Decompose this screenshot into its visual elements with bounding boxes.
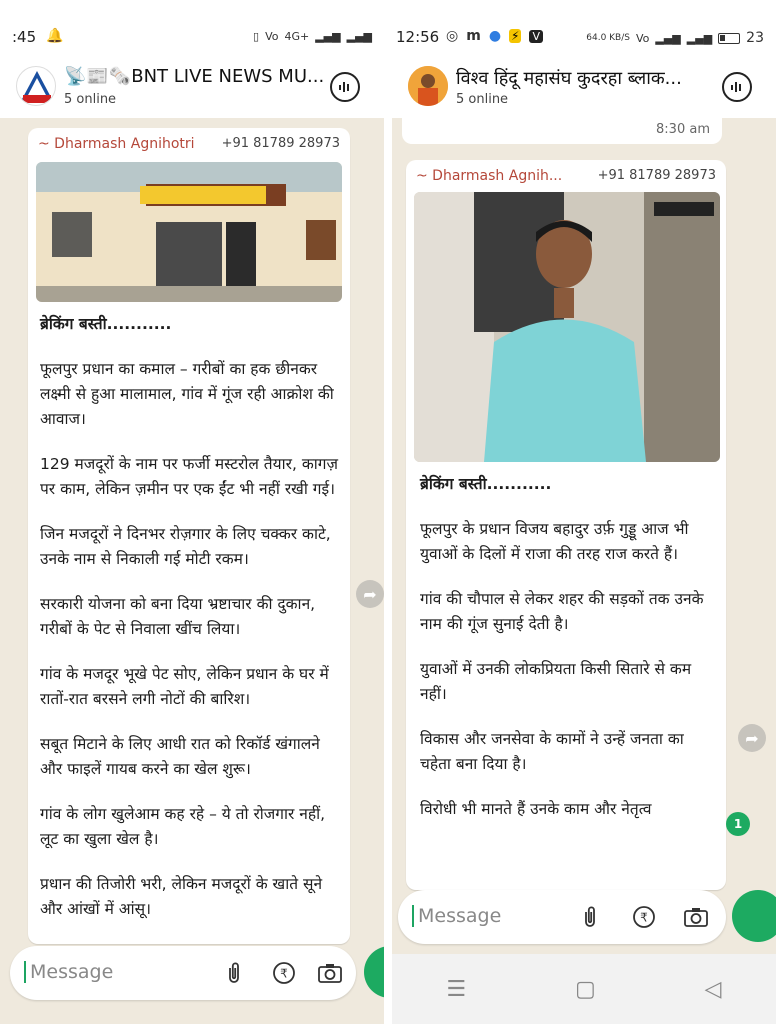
unread-badge[interactable]: 1: [726, 812, 750, 836]
mic-button[interactable]: [732, 890, 776, 942]
group-title[interactable]: विश्व हिंदू महासंघ कुदरहा ब्लाक...: [456, 68, 682, 89]
message-composer[interactable]: [10, 946, 356, 1000]
recent-apps-icon[interactable]: ☰: [446, 976, 467, 1002]
group-call-icon[interactable]: [722, 72, 752, 102]
message-paragraph: जिन मजदूरों ने दिनभर रोज़गार के लिए चक्कर काटे, उनके नाम से निकाली गई मोटी रकम।: [40, 525, 331, 568]
message-bubble[interactable]: [28, 128, 350, 944]
sender-name[interactable]: ~ Dharmash Agnih...: [416, 168, 563, 184]
group-avatar[interactable]: [16, 66, 56, 106]
bnt-logo-icon: [17, 67, 56, 106]
message-timestamp: 8:30 am: [656, 122, 710, 137]
message-paragraph: युवाओं में उनकी लोकप्रियता किसी सितारे से कम नहीं।: [420, 660, 692, 703]
message-paragraph: फूलपुर प्रधान का कमाल – गरीबों का हक छीनकर लक्ष्मी से हुआ मालामाल, गांव में गूंज रही आक्रोश की आवाज।: [40, 360, 334, 428]
left-chat-screenshot: [0, 0, 384, 1024]
message-text: [40, 312, 340, 942]
signal-icon: ▂▄▆: [315, 30, 341, 43]
message-paragraph: विकास और जनसेवा के कामों ने उन्हें जनता का चहेता बना दिया है।: [420, 730, 684, 773]
right-chat-screenshot: [392, 0, 776, 1024]
message-paragraph: विरोधी भी मानते हैं उनके काम और नेतृत्व: [420, 800, 652, 818]
message-image[interactable]: [36, 162, 342, 302]
message-composer[interactable]: [398, 890, 726, 944]
status-time: 12:56: [396, 28, 440, 46]
message-paragraph: प्रधान की तिजोरी भरी, लेकिन मजदूरों के खाते सूने और आंखों में आंसू।: [40, 875, 323, 918]
notification-bell-icon: 🔔: [46, 28, 64, 44]
portrait-photo: [414, 192, 720, 462]
message-input[interactable]: Message: [412, 905, 501, 927]
volte-icon: Vo: [265, 30, 279, 43]
app-icon: ●: [488, 28, 502, 44]
battery-level: 23: [746, 30, 764, 46]
forward-icon[interactable]: ➦: [738, 724, 766, 752]
message-paragraph: गांव के लोग खुलेआम कह रहे – ये तो रोजगार नहीं, लूट का खुला खेल है।: [40, 805, 326, 848]
sender-phone: +91 81789 28973: [221, 136, 340, 151]
group-title[interactable]: 📡📰🗞️BNT LIVE NEWS MU...: [64, 66, 324, 87]
chat-header[interactable]: [0, 58, 384, 118]
battery-icon: [718, 33, 740, 44]
message-paragraph: सबूत मिटाने के लिए आधी रात को रिकॉर्ड खंगालने और फाइलें गायब करने का खेल शुरू।: [40, 735, 320, 778]
message-headline: ब्रेकिंग बस्ती...........: [420, 475, 552, 493]
camera-icon[interactable]: [684, 905, 708, 929]
signal-icon: ▂▄▆: [655, 31, 681, 45]
sender-phone: +91 81789 28973: [597, 168, 716, 183]
home-icon[interactable]: ▢: [575, 976, 596, 1002]
v-app-icon: V: [529, 30, 543, 43]
signal-2-icon: ▂▄▆: [686, 31, 713, 45]
message-paragraph: 129 मजदूरों के नाम पर फर्जी मस्टरोल तैयार, कागज़ पर काम, लेकिन ज़मीन पर एक ईंट भी नहीं रखी गई।: [40, 455, 338, 498]
notification-icons: [446, 28, 543, 44]
whatsapp-icon: ◎: [446, 28, 459, 44]
paperclip-icon[interactable]: [578, 905, 602, 929]
status-indicators: [253, 30, 372, 43]
status-bar: [0, 0, 384, 62]
message-text: [420, 472, 716, 842]
office-building-image: [36, 162, 342, 302]
group-avatar[interactable]: [408, 66, 448, 106]
forward-icon[interactable]: ➦: [356, 580, 384, 608]
message-paragraph: गांव की चौपाल से लेकर शहर की सड़कों तक उनके नाम की गूंज सुनाई देती है।: [420, 590, 704, 633]
gmail-icon: m: [466, 28, 481, 44]
message-headline: ब्रेकिंग बस्ती...........: [40, 315, 172, 333]
online-count: 5 online: [64, 92, 117, 107]
vibrate-icon: ▯: [253, 30, 260, 43]
network-4g-icon: 4G+: [284, 30, 310, 43]
volte-icon: Vo: [635, 31, 650, 45]
status-indicators: [586, 30, 764, 46]
rupee-icon[interactable]: [272, 961, 296, 985]
back-icon[interactable]: ◁: [704, 976, 722, 1002]
group-call-icon[interactable]: [330, 72, 360, 102]
message-paragraph: सरकारी योजना को बना दिया भ्रष्टाचार की दुकान, गरीबों के पेट से निवाला खींच लिया।: [40, 595, 316, 638]
message-bubble[interactable]: [406, 160, 726, 890]
message-paragraph: गांव के मजदूर भूखे पेट सोए, लेकिन प्रधान के घर में रातों-रात बरसने लगी नोटों की बारिश।: [40, 665, 329, 708]
camera-icon[interactable]: [318, 961, 342, 985]
status-bar: [392, 0, 776, 62]
system-nav-bar: [392, 954, 776, 1024]
message-image[interactable]: [414, 192, 720, 462]
previous-message-tail: [402, 118, 722, 144]
message-input[interactable]: Message: [24, 961, 113, 983]
network-speed: 64.0 KB/S: [586, 33, 630, 43]
sender-name[interactable]: ~ Dharmash Agnihotri: [38, 136, 195, 152]
signal-2-icon: ▂▄▆: [346, 30, 372, 43]
message-paragraph: फूलपुर के प्रधान विजय बहादुर उर्फ़ गुड्डू आज भी युवाओं के दिलों में राजा की तरह राज करते हैं।: [420, 520, 689, 563]
online-count: 5 online: [456, 92, 509, 107]
paperclip-icon[interactable]: [222, 961, 246, 985]
flash-icon: ⚡: [511, 29, 520, 43]
chat-header[interactable]: [392, 58, 776, 118]
rupee-icon[interactable]: [632, 905, 656, 929]
svg-text:₹: ₹: [280, 966, 288, 981]
status-time: :45: [12, 28, 37, 46]
svg-text:₹: ₹: [640, 910, 648, 925]
group-photo-icon: [408, 66, 448, 106]
